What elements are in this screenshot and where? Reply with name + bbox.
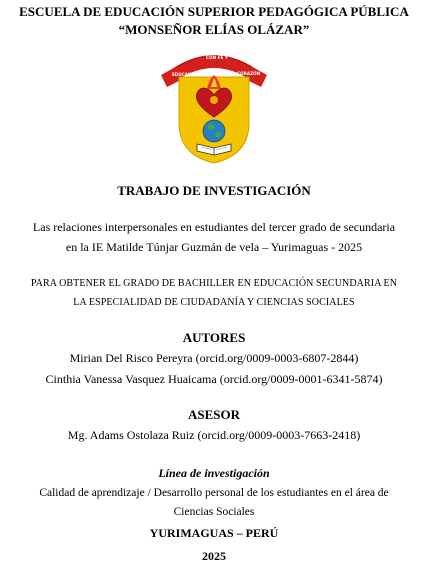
research-line-heading: Línea de investigación [158,466,270,480]
advisor-name: Mg. Adams Ostolaza Ruiz (orcid.org/0009-0003-7663-2418) [67,428,361,442]
place: YURIMAGUAS – PERÚ [149,526,279,540]
author-2: Cinthia Vanessa Vasquez Huaicama (orcid.org/0009-0001-6341-5874) [45,372,383,386]
thesis-title-line1: Las relaciones interpersonales en estudiantes del tercer grado de secundaria [32,220,396,234]
institution-logo [157,45,271,165]
logo-banner-left: EDUCANDO [172,72,199,77]
degree-purpose-line1: PARA OBTENER EL GRADO DE BACHILLER EN EDUCACIÓN SECUNDARIA EN [30,278,398,289]
advisor-heading: ASESOR [187,407,241,422]
research-line-text-1: Calidad de aprendizaje / Desarrollo personal de los estudiantes en el área de [39,487,389,499]
author-1: Mirian Del Risco Pereyra (orcid.org/0009-0003-6807-2844) [69,351,359,365]
year: 2025 [202,549,226,563]
thesis-title-line2: en la IE Matilde Túnjar Guzmán de vela – Yurimaguas - 2025 [65,240,363,254]
degree-purpose-line2: LA ESPECIALIDAD DE CIUDADANÍA Y CIENCIAS SOCIALES [73,297,355,308]
institution-name-line1: ESCUELA DE EDUCACIÓN SUPERIOR PEDAGÓGICA PÚBLICA [19,4,409,19]
logo-banner-top: CON FE Y [206,55,228,60]
document-type: TRABAJO DE INVESTIGACIÓN [117,183,311,198]
logo-banner-right: CORAZÓN [237,71,261,76]
authors-heading: AUTORES [182,330,246,345]
institution-name-line2: “MONSEÑOR ELÍAS OLÁZAR” [118,22,310,37]
research-line-text-2: Ciencias Sociales [173,506,255,518]
